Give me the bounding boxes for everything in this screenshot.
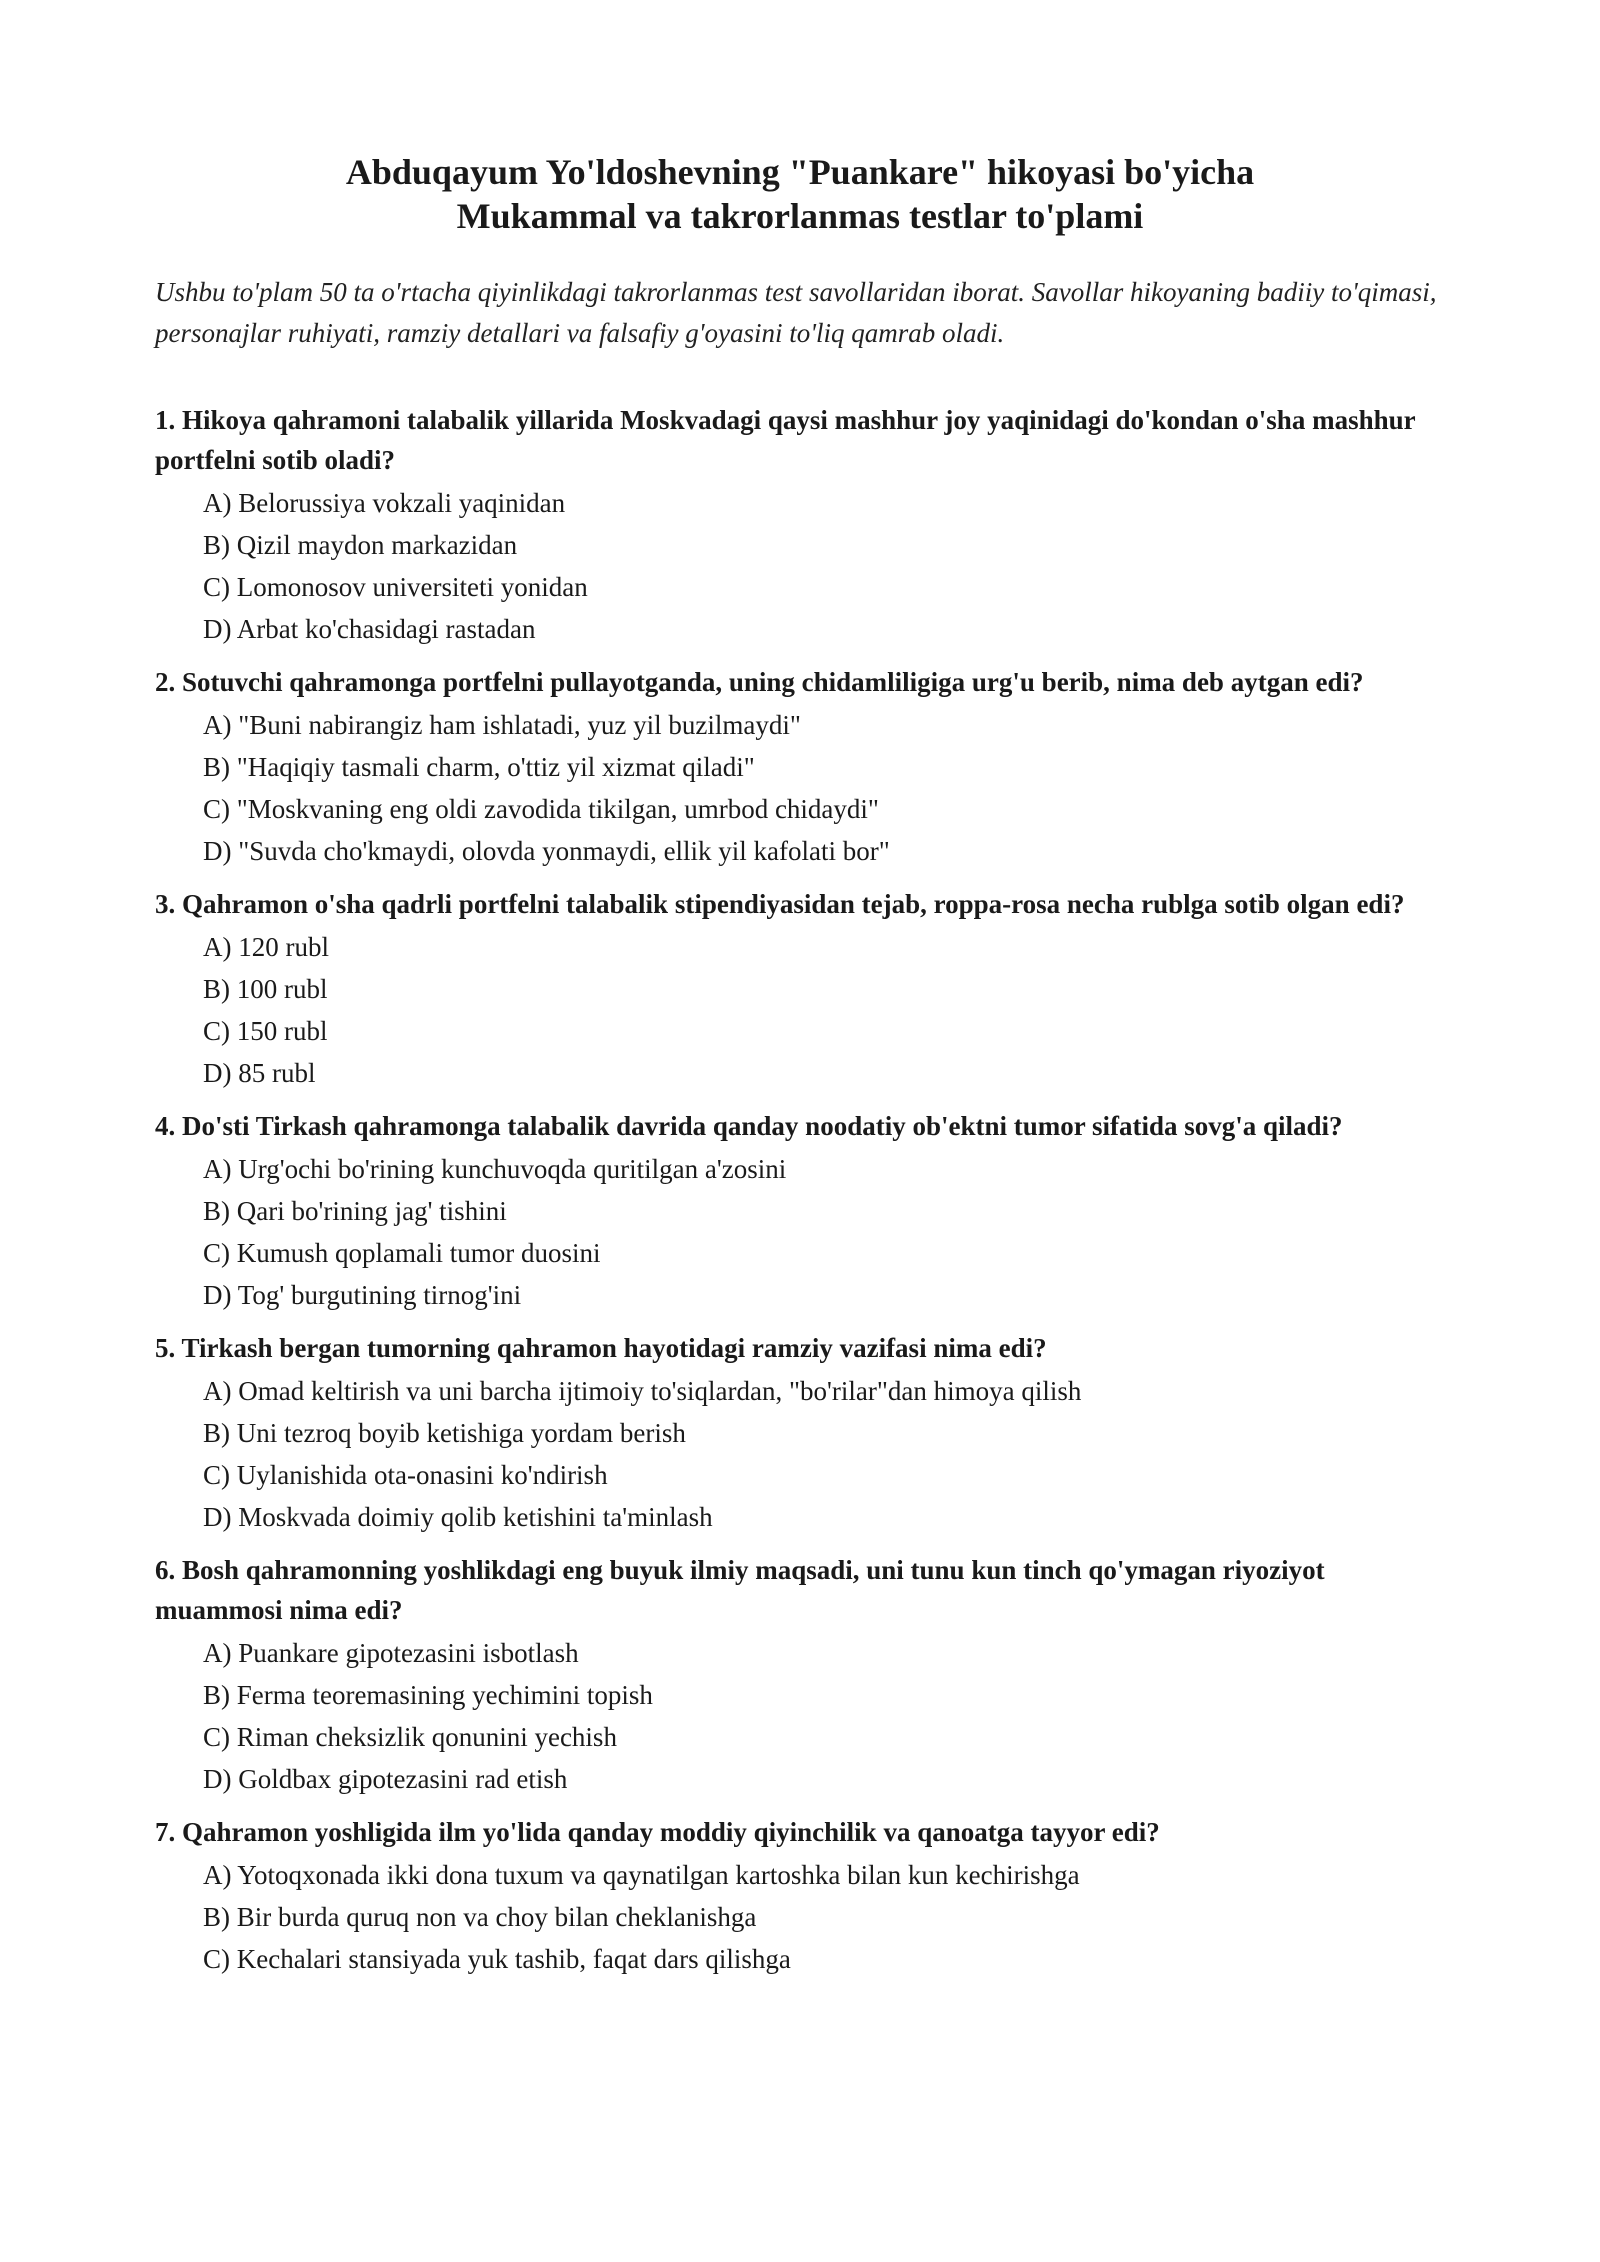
answer-option: A) Belorussiya vokzali yaqinidan <box>203 488 566 518</box>
answer-option: A) 120 rubl <box>203 932 329 962</box>
answer-option: A) Urg'ochi bo'rining kunchuvoqda quritilgan a'zosini <box>203 1154 787 1184</box>
question-block <box>155 1328 1445 1538</box>
answer-option: D) Tog' burgutining tirnog'ini <box>203 1280 522 1310</box>
answer-option: A) Puankare gipotezasini isbotlash <box>203 1638 579 1668</box>
question-text: 4. Do'sti Tirkash qahramonga talabalik davrida qanday noodatiy ob'ektni tumor sifatida sovg'a qiladi? <box>155 1111 1343 1141</box>
question-text: 2. Sotuvchi qahramonga portfelni pullayotganda, uning chidamliligiga urg'u berib, nima deb aytgan edi? <box>155 667 1364 697</box>
answer-option: B) 100 rubl <box>203 974 328 1004</box>
title-line-1: Abduqayum Yo'ldoshevning "Puankare" hikoyasi bo'yicha <box>345 152 1255 192</box>
answer-option: C) 150 rubl <box>203 1016 328 1046</box>
answer-option: B) Ferma teoremasining yechimini topish <box>203 1680 653 1710</box>
question-block <box>155 1106 1445 1316</box>
answer-option: C) Uylanishida ota-onasini ko'ndirish <box>203 1460 608 1490</box>
question-block <box>155 662 1445 872</box>
answer-option: A) "Buni nabirangiz ham ishlatadi, yuz yil buzilmaydi" <box>203 710 801 740</box>
answer-option: C) Riman cheksizlik qonunini yechish <box>203 1722 617 1752</box>
answer-option: C) Kechalari stansiyada yuk tashib, faqat dars qilishga <box>203 1944 791 1974</box>
answer-option: C) Kumush qoplamali tumor duosini <box>203 1238 601 1268</box>
answer-option: D) Arbat ko'chasidagi rastadan <box>203 614 536 644</box>
question-block <box>155 1812 1445 1980</box>
answer-option: D) "Suvda cho'kmaydi, olovda yonmaydi, ellik yil kafolati bor" <box>203 836 890 866</box>
question-text: 6. Bosh qahramonning yoshlikdagi eng buyuk ilmiy maqsadi, uni tunu kun tinch qo'ymagan riyoziyot muammosi nima edi? <box>155 1555 1325 1625</box>
question-block <box>155 400 1445 650</box>
title-line-2: Mukammal va takrorlanmas testlar to'plami <box>456 196 1144 236</box>
answer-option: B) Qari bo'rining jag' tishini <box>203 1196 507 1226</box>
answer-option: B) Bir burda quruq non va choy bilan cheklanishga <box>203 1902 757 1932</box>
intro-paragraph: Ushbu to'plam 50 ta o'rtacha qiyinlikdagi takrorlanmas test savollaridan iborat. Savollar hikoyaning badiiy to'qimasi, personajlar ruhiyati, ramziy detallari va falsafiy g'oyasini to'liq qamrab oladi. <box>155 277 1437 348</box>
question-text: 1. Hikoya qahramoni talabalik yillarida Moskvadagi qaysi mashhur joy yaqinidagi do'kondan o'sha mashhur portfelni sotib oladi? <box>155 405 1416 475</box>
question-text: 5. Tirkash bergan tumorning qahramon hayotidagi ramziy vazifasi nima edi? <box>155 1333 1047 1363</box>
question-list <box>155 400 1445 1980</box>
answer-option: B) "Haqiqiy tasmali charm, o'ttiz yil xizmat qiladi" <box>203 752 755 782</box>
answer-option: B) Uni tezroq boyib ketishiga yordam berish <box>203 1418 686 1448</box>
answer-option: A) Yotoqxonada ikki dona tuxum va qaynatilgan kartoshka bilan kun kechirishga <box>203 1860 1080 1890</box>
question-block <box>155 884 1445 1094</box>
document-title <box>155 150 1445 238</box>
answer-option: D) Goldbax gipotezasini rad etish <box>203 1764 568 1794</box>
question-block <box>155 1550 1445 1800</box>
answer-option: D) 85 rubl <box>203 1058 316 1088</box>
question-text: 3. Qahramon o'sha qadrli portfelni talabalik stipendiyasidan tejab, roppa-rosa necha rublga sotib olgan edi? <box>155 889 1405 919</box>
answer-option: B) Qizil maydon markazidan <box>203 530 518 560</box>
answer-option: A) Omad keltirish va uni barcha ijtimoiy to'siqlardan, "bo'rilar"dan himoya qilish <box>203 1376 1082 1406</box>
question-text: 7. Qahramon yoshligida ilm yo'lida qanday moddiy qiyinchilik va qanoatga tayyor edi? <box>155 1817 1160 1847</box>
answer-option: C) Lomonosov universiteti yonidan <box>203 572 588 602</box>
answer-option: D) Moskvada doimiy qolib ketishini ta'minlash <box>203 1502 713 1532</box>
answer-option: C) "Moskvaning eng oldi zavodida tikilgan, umrbod chidaydi" <box>203 794 879 824</box>
